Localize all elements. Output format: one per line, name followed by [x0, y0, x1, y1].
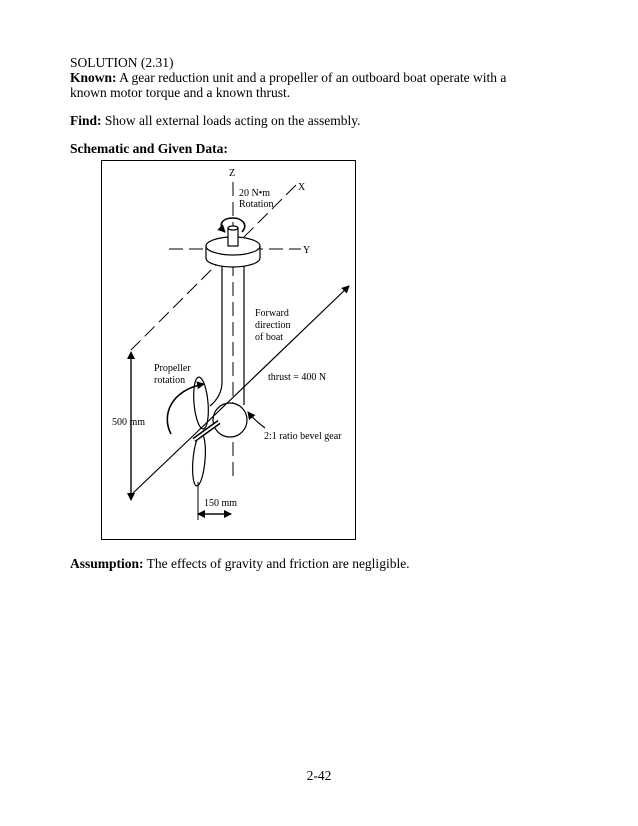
torque-label-line1: 20 N•m [239, 188, 271, 199]
offset-dimension-label: 150 mm [204, 498, 238, 509]
x-axis-label: X [298, 182, 306, 193]
gear-leader-arrow [248, 412, 265, 428]
bevel-gear-hub [213, 403, 247, 437]
page-number: 2-42 [306, 768, 332, 783]
y-axis-label: Y [303, 245, 311, 256]
known-text-line1: A gear reduction unit and a propeller of an outboard boat operate with a [116, 70, 507, 85]
forward-label-line3: of boat [255, 332, 284, 343]
assumption-label: Assumption: [70, 556, 144, 571]
thrust-axis-lower [131, 432, 197, 495]
propeller-label-line2: rotation [154, 375, 186, 386]
assumption-text: The effects of gravity and friction are negligible. [143, 556, 410, 571]
find-statement [70, 113, 360, 128]
torque-label-line2: Rotation [239, 199, 274, 210]
solution-heading: SOLUTION (2.31) [70, 55, 174, 70]
motor-shaft [228, 228, 238, 246]
find-text: Show all external loads acting on the assembly. [101, 113, 361, 128]
propeller-label-line1: Propeller [154, 363, 191, 374]
forward-label-line1: Forward [255, 308, 289, 319]
z-axis-label: Z [229, 168, 236, 179]
assumption-statement [70, 556, 410, 571]
leg-elbow [210, 382, 222, 406]
known-text-line2: known motor torque and a known thrust. [70, 85, 291, 100]
height-dimension-label: 500 mm [112, 417, 146, 428]
propeller-blade-lower [191, 434, 207, 487]
known-label: Known: [70, 70, 117, 85]
thrust-label: thrust = 400 N [268, 372, 327, 383]
outboard-schematic [101, 160, 356, 540]
gear-label: 2:1 ratio bevel gear [264, 431, 342, 442]
forward-label-line2: direction [255, 320, 291, 331]
schematic-heading: Schematic and Given Data: [70, 141, 228, 156]
find-label: Find: [70, 113, 102, 128]
known-statement [70, 70, 506, 85]
